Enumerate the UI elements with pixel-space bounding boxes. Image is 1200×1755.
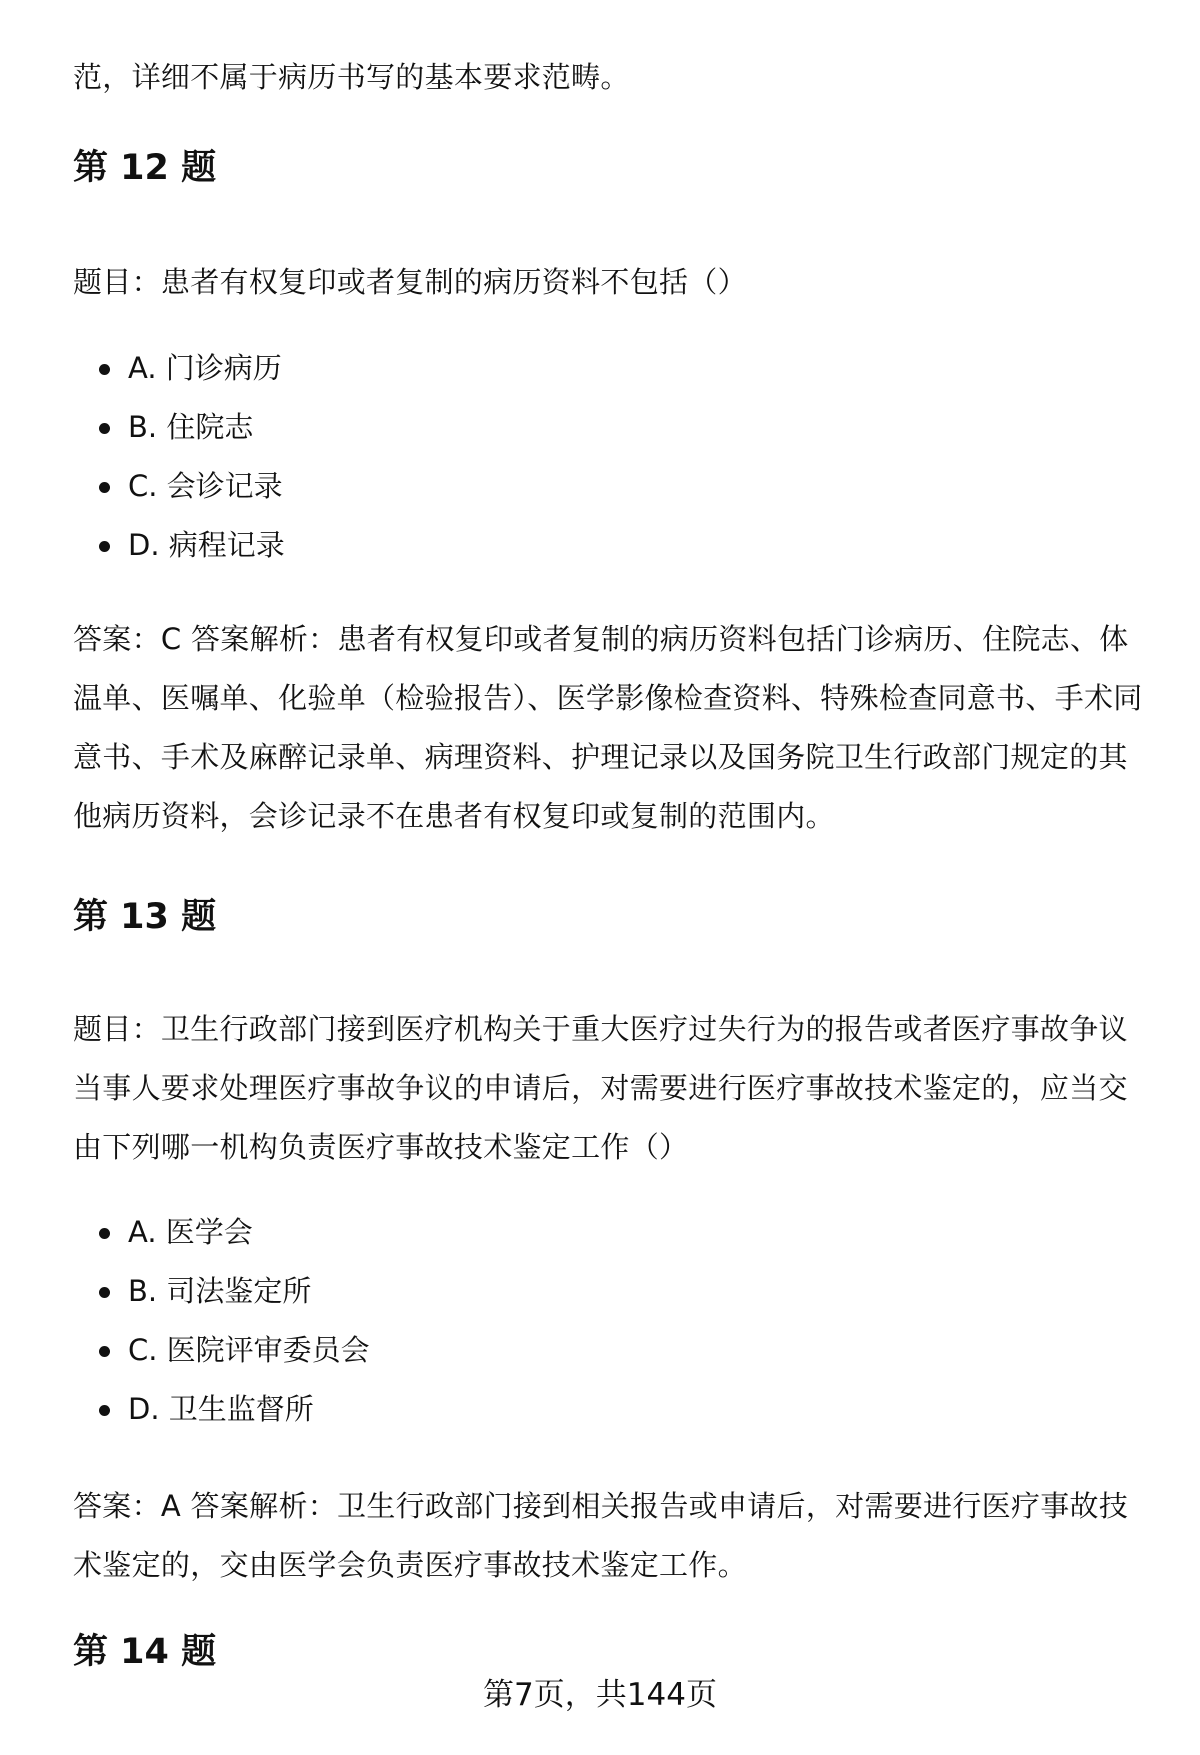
option-item xyxy=(73,1203,1143,1262)
question-12-answer: 答案：C 答案解析：患者有权复印或者复制的病历资料包括门诊病历、住院志、体温单、医嘱单、化验单（检验报告）、医学影像检查资料、特殊检查同意书、手术同意书、手术及麻醉记录单、病理资料、护理记录以及国务院卫生行政部门规定的其他病历资料，会诊记录不在患者有权复印或复制的范围内。 xyxy=(73,622,1143,833)
option-label: B. 司法鉴定所 xyxy=(128,1274,312,1308)
option-label: A. 医学会 xyxy=(128,1215,253,1249)
bullet-icon xyxy=(99,541,110,552)
question-13-options xyxy=(73,1203,1143,1439)
option-label: D. 卫生监督所 xyxy=(128,1392,314,1426)
option-label: C. 医院评审委员会 xyxy=(128,1333,370,1367)
page-footer: 第7页，共144页 xyxy=(483,1677,717,1713)
option-item xyxy=(73,398,1143,457)
question-13-heading: 第 13 题 xyxy=(73,897,217,937)
option-label: A. 门诊病历 xyxy=(128,351,282,385)
bullet-icon xyxy=(99,1405,110,1416)
option-label: B. 住院志 xyxy=(128,410,254,444)
intro-tail: 范，详细不属于病历书写的基本要求范畴。 xyxy=(73,60,630,94)
bullet-icon xyxy=(99,423,110,434)
option-item xyxy=(73,516,1143,575)
bullet-icon xyxy=(99,1287,110,1298)
option-item xyxy=(73,1262,1143,1321)
option-item xyxy=(73,457,1143,516)
question-12-options xyxy=(73,339,1143,575)
option-item xyxy=(73,1321,1143,1380)
bullet-icon xyxy=(99,1346,110,1357)
bullet-icon xyxy=(99,1228,110,1239)
option-label: C. 会诊记录 xyxy=(128,469,283,503)
option-label: D. 病程记录 xyxy=(128,528,285,562)
question-13-text: 题目：卫生行政部门接到医疗机构关于重大医疗过失行为的报告或者医疗事故争议当事人要求处理医疗事故争议的申请后，对需要进行医疗事故技术鉴定的，应当交由下列哪一机构负责医疗事故技术鉴定工作（） xyxy=(73,1012,1128,1164)
bullet-icon xyxy=(99,364,110,375)
question-12-text: 题目：患者有权复印或者复制的病历资料不包括（） xyxy=(73,265,747,299)
bullet-icon xyxy=(99,482,110,493)
option-item xyxy=(73,339,1143,398)
question-12-heading: 第 12 题 xyxy=(73,148,217,188)
option-item xyxy=(73,1380,1143,1439)
question-13-answer: 答案：A 答案解析：卫生行政部门接到相关报告或申请后，对需要进行医疗事故技术鉴定的，交由医学会负责医疗事故技术鉴定工作。 xyxy=(73,1489,1129,1582)
question-14-heading: 第 14 题 xyxy=(73,1632,217,1672)
